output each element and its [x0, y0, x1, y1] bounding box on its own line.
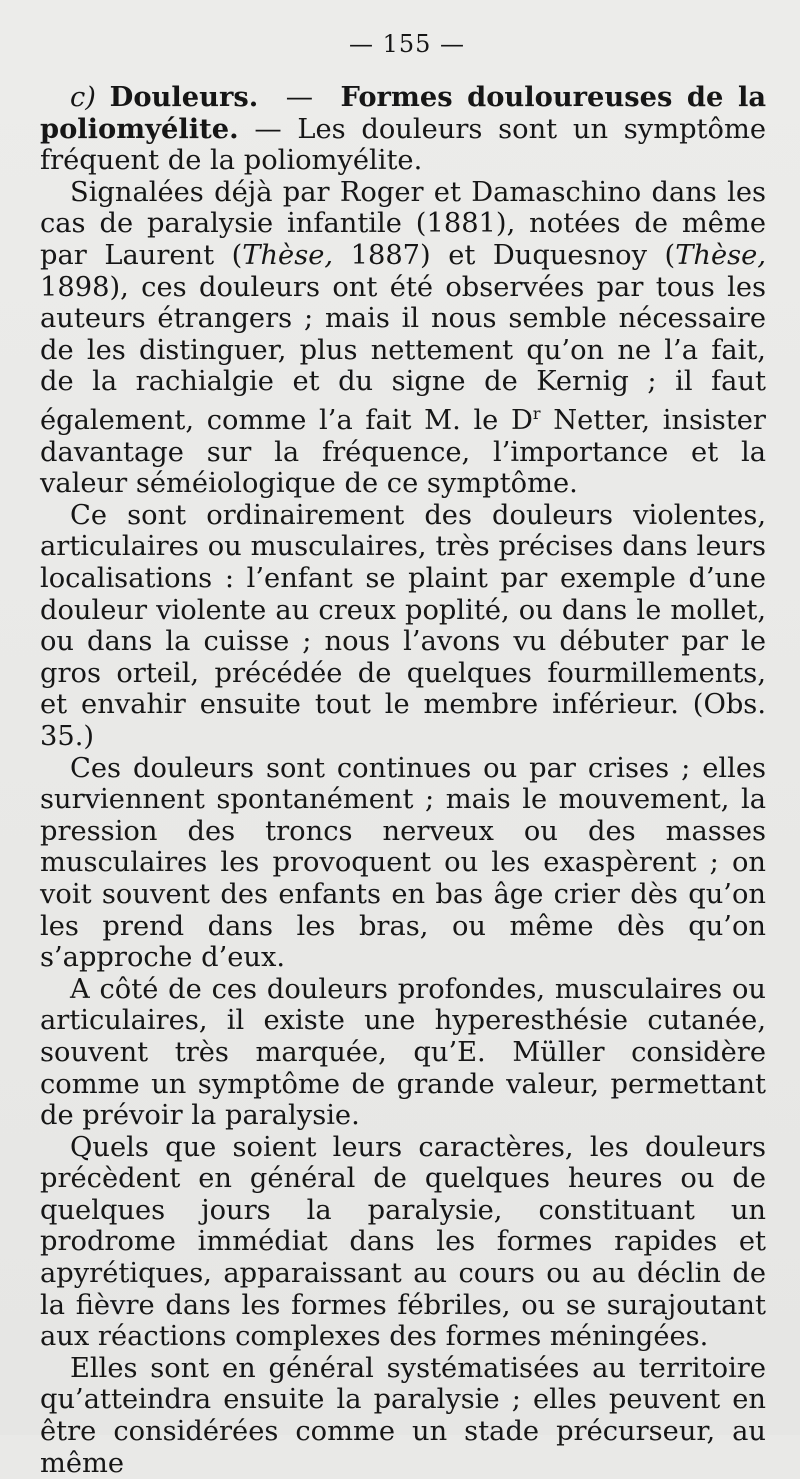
p2-these-2: Thèse,: [675, 239, 766, 271]
heading-formes: Formes douloureuses de la poliomyélite.: [40, 81, 766, 145]
section-letter: c): [70, 82, 96, 113]
heading-douleurs: Douleurs.: [109, 81, 259, 113]
p2-text-4: Netter, insister davantage sur la fréquence, l’importance et la valeur séméiologique de ce symptôme.: [40, 405, 766, 500]
p2-these-1: Thèse,: [242, 239, 334, 271]
section-heading-paragraph: [40, 82, 766, 177]
paragraph-caracteres: Quels que soient leurs caractères, les douleurs précèdent en général de quelques heures ou de quelques jours la paralysie, constituant un prodrome immédiat dans les formes rapides et apyrétiques, apparaissant au cours ou au déclin de la fièvre dans les formes fébriles, ou se surajoutant aux réactions complexes des formes méningées.: [40, 1131, 766, 1353]
lead-sentence: Les douleurs sont un symptôme fréquent de la poliomyélite.: [40, 113, 767, 177]
p2-text-3: 1898), ces douleurs ont été observées par tous les auteurs étrangers ; mais il nous semble nécessaire de les distinguer, plus nettement qu’on ne l’a fait, de la rachialgie et du signe de Kernig ; il faut également, comme l’a fait M. le D: [40, 271, 766, 437]
p2-dr-sup: r: [532, 403, 541, 423]
heading-dash-2: —: [254, 113, 282, 145]
page-number: — 155 —: [348, 30, 466, 58]
paragraph-ordinairement: Ce sont ordinairement des douleurs violentes, articulaires ou musculaires, très précises dans leurs localisations : l’enfant se plaint par exemple d’une douleur violente au creux poplité, ou dans le mollet, ou dans la cuisse ; nous l’avons vu débuter par le gros orteil, précédée de quelques fourmillements, et envahir ensuite tout le membre inférieur. (Obs. 35.): [40, 499, 766, 752]
heading-dash: —: [285, 82, 313, 113]
p2-text-2: 1887) et Duquesnoy (: [333, 239, 676, 271]
paragraph-systematisees: Elles sont en général systématisées au territoire qu’atteindra ensuite la paralysie ; elles peuvent en être considérées comme un stade précurseur, au même: [40, 1352, 766, 1479]
p2-text-1: Signalées déjà par Roger et Damaschino dans les cas de paralysie infantile (1881), notées de même par Laurent (: [40, 176, 766, 271]
paragraph-signalees: [40, 177, 766, 500]
paragraph-continues: Ces douleurs sont continues ou par crises ; elles surviennent spontanément ; mais le mouvement, la pression des troncs nerveux ou des masses musculaires les provoquent ou les exaspèrent ; on voit souvent des enfants en bas âge crier dès qu’on les prend dans les bras, ou même dès qu’on s’approche d’eux.: [40, 752, 766, 974]
paragraph-hyperesthesie: A côté de ces douleurs profondes, musculaires ou articulaires, il existe une hyperesthésie cutanée, souvent très marquée, qu’E. Müller considère comme un symptôme de grande valeur, permettant de prévoir la paralysie.: [40, 973, 766, 1132]
